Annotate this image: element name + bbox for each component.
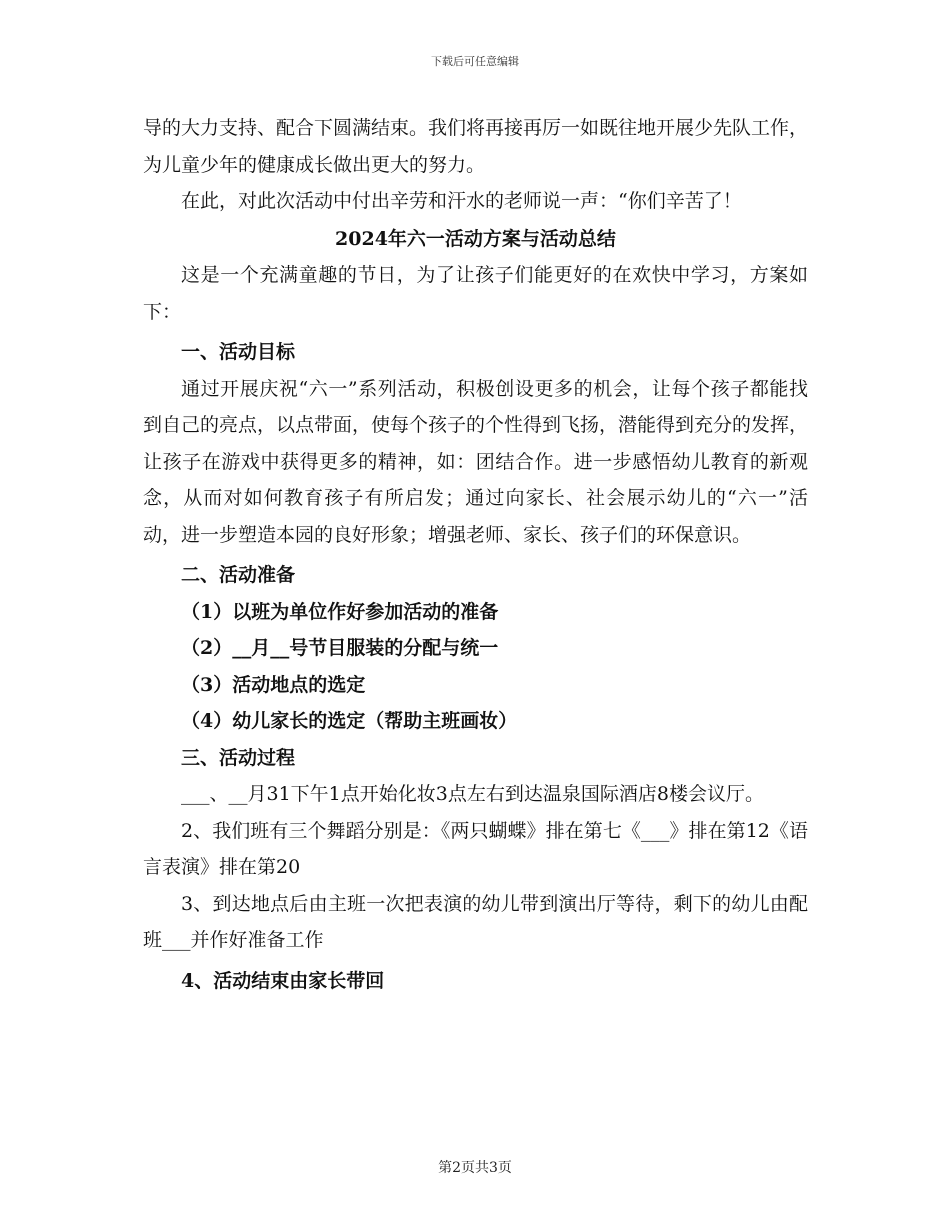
paragraph-process-3: 3、到达地点后由主班一次把表演的幼儿带到演出厅等待，剩下的幼儿由配班___并作好准备工作 xyxy=(143,892,808,951)
document-body xyxy=(143,110,808,999)
list-item-preparation-1: （1）以班为单位作好参加活动的准备 xyxy=(181,600,499,623)
document-title: 2024年六一活动方案与活动总结 xyxy=(335,227,616,250)
paragraph-process-2: 2、我们班有三个舞蹈分别是：《两只蝴蝶》排在第七《___》排在第12《语言表演》排在第20 xyxy=(143,819,808,878)
heading-activity-preparation: 二、活动准备 xyxy=(181,564,296,586)
paragraph-closing-continuation: 导的大力支持、配合下圆满结束。我们将再接再厉一如既往地开展少先队工作，为儿童少年的健康成长做出更大的努力。 xyxy=(143,117,809,176)
paragraph-process-1: ___、__月31下午1点开始化妆3点左右到达温泉国际酒店8楼会议厅。 xyxy=(181,783,764,805)
list-item-preparation-2: （2）__月__号节目服装的分配与统一 xyxy=(181,637,499,659)
paragraph-activity-goal: 通过开展庆祝“六一”系列活动，积极创设更多的机会，让每个孩子都能找到自己的亮点，以点带面，使每个孩子的个性得到飞扬，潜能得到充分的发挥，让孩子在游戏中获得更多的精神，如：团结合作。进一步感悟幼儿教育的新观念，从而对如何教育孩子有所启发；通过向家长、社会展示幼儿的“六一”活动，进一步塑造本园的良好形象；增强老师、家长、孩子们的环保意识。 xyxy=(143,377,809,546)
heading-activity-goal: 一、活动目标 xyxy=(181,341,296,363)
heading-activity-process: 三、活动过程 xyxy=(181,746,296,769)
page-header: 下载后可任意编辑 xyxy=(431,55,519,68)
paragraph-thanks: 在此，对此次活动中付出辛劳和汗水的老师说一声：“你们辛苦了！ xyxy=(181,190,742,212)
page-footer: 第2页共3页 xyxy=(438,1160,512,1176)
list-item-preparation-3: （3）活动地点的选定 xyxy=(181,673,366,696)
paragraph-intro: 这是一个充满童趣的节日，为了让孩子们能更好的在欢快中学习，方案如下： xyxy=(143,264,808,323)
paragraph-process-4: 4、活动结束由家长带回 xyxy=(181,969,385,992)
list-item-preparation-4: （4）幼儿家长的选定（帮助主班画妆） xyxy=(181,710,518,732)
